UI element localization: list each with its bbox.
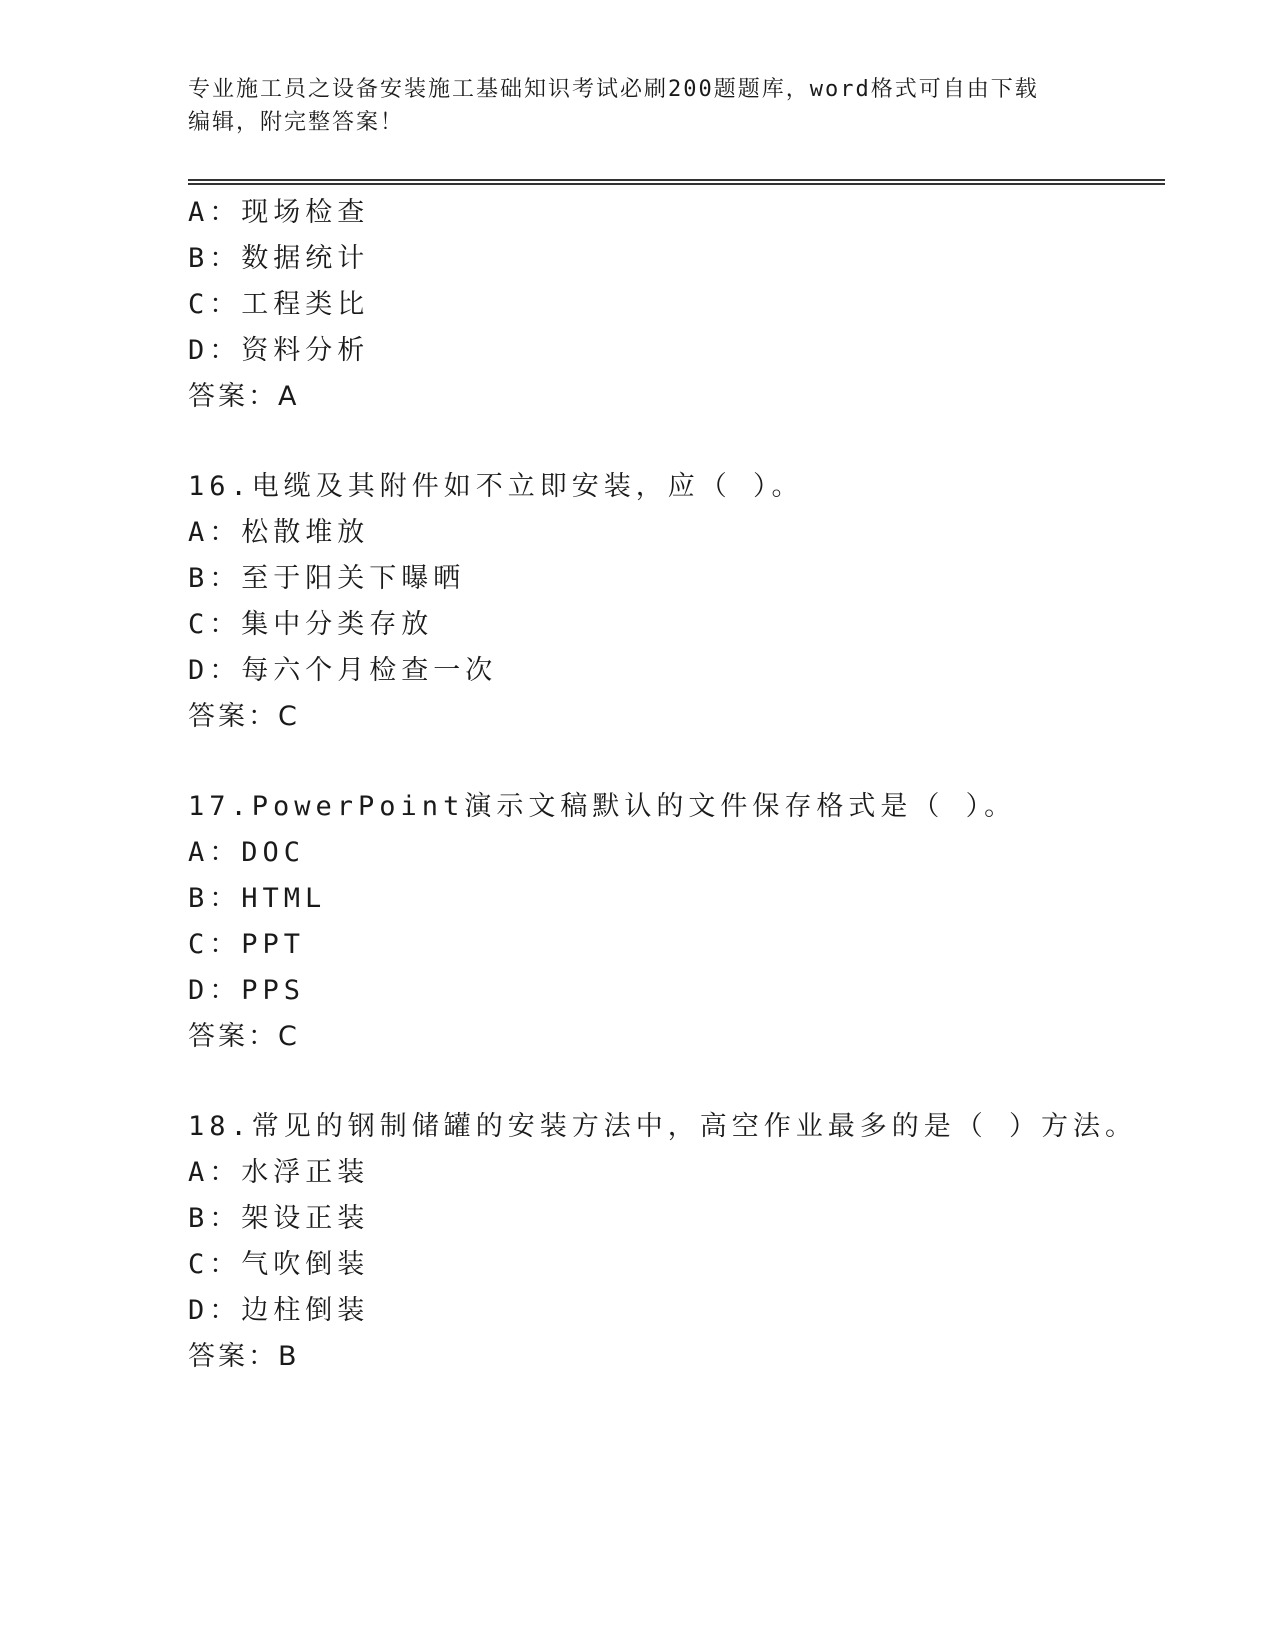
option-c: C：集中分类存放: [188, 609, 434, 640]
option-d: D：PPS: [188, 975, 306, 1006]
header-divider-top: [188, 179, 1165, 181]
option-a: A：水浮正装: [188, 1157, 370, 1188]
option-b: B：数据统计: [188, 243, 370, 274]
question-15-tail: [188, 190, 1165, 420]
option-d: D：每六个月检查一次: [188, 655, 498, 686]
answer: 答案：B: [188, 1341, 300, 1372]
question-text: 18.常见的钢制储罐的安装方法中，高空作业最多的是（ ）方法。: [188, 1111, 1138, 1142]
question-16: [188, 464, 1165, 740]
answer: 答案：C: [188, 1021, 300, 1052]
question-18: [188, 1104, 1165, 1380]
question-text: 16.电缆及其附件如不立即安装，应（ ）。: [188, 471, 804, 502]
header-divider-bottom: [188, 183, 1165, 185]
option-b: B：至于阳关下曝晒: [188, 563, 466, 594]
header-line-1: 专业施工员之设备安装施工基础知识考试必刷200题题库，word格式可自由下载: [188, 77, 1039, 102]
question-list: [188, 190, 1165, 1380]
option-c: C：气吹倒装: [188, 1249, 370, 1280]
option-a: A：松散堆放: [188, 517, 370, 548]
question-17: [188, 784, 1165, 1060]
answer: 答案：C: [188, 701, 300, 732]
option-a: A：DOC: [188, 837, 306, 868]
option-b: B：架设正装: [188, 1203, 370, 1234]
answer: 答案：A: [188, 381, 300, 412]
question-text: 17.PowerPoint演示文稿默认的文件保存格式是（ ）。: [188, 791, 1017, 822]
option-d: D：边柱倒装: [188, 1295, 370, 1326]
document-header: [188, 73, 1088, 139]
option-b: B：HTML: [188, 883, 327, 914]
option-d: D：资料分析: [188, 335, 370, 366]
option-c: C：PPT: [188, 929, 306, 960]
option-a: A：现场检查: [188, 197, 370, 228]
option-c: C：工程类比: [188, 289, 370, 320]
header-line-2: 编辑，附完整答案！: [188, 110, 405, 135]
